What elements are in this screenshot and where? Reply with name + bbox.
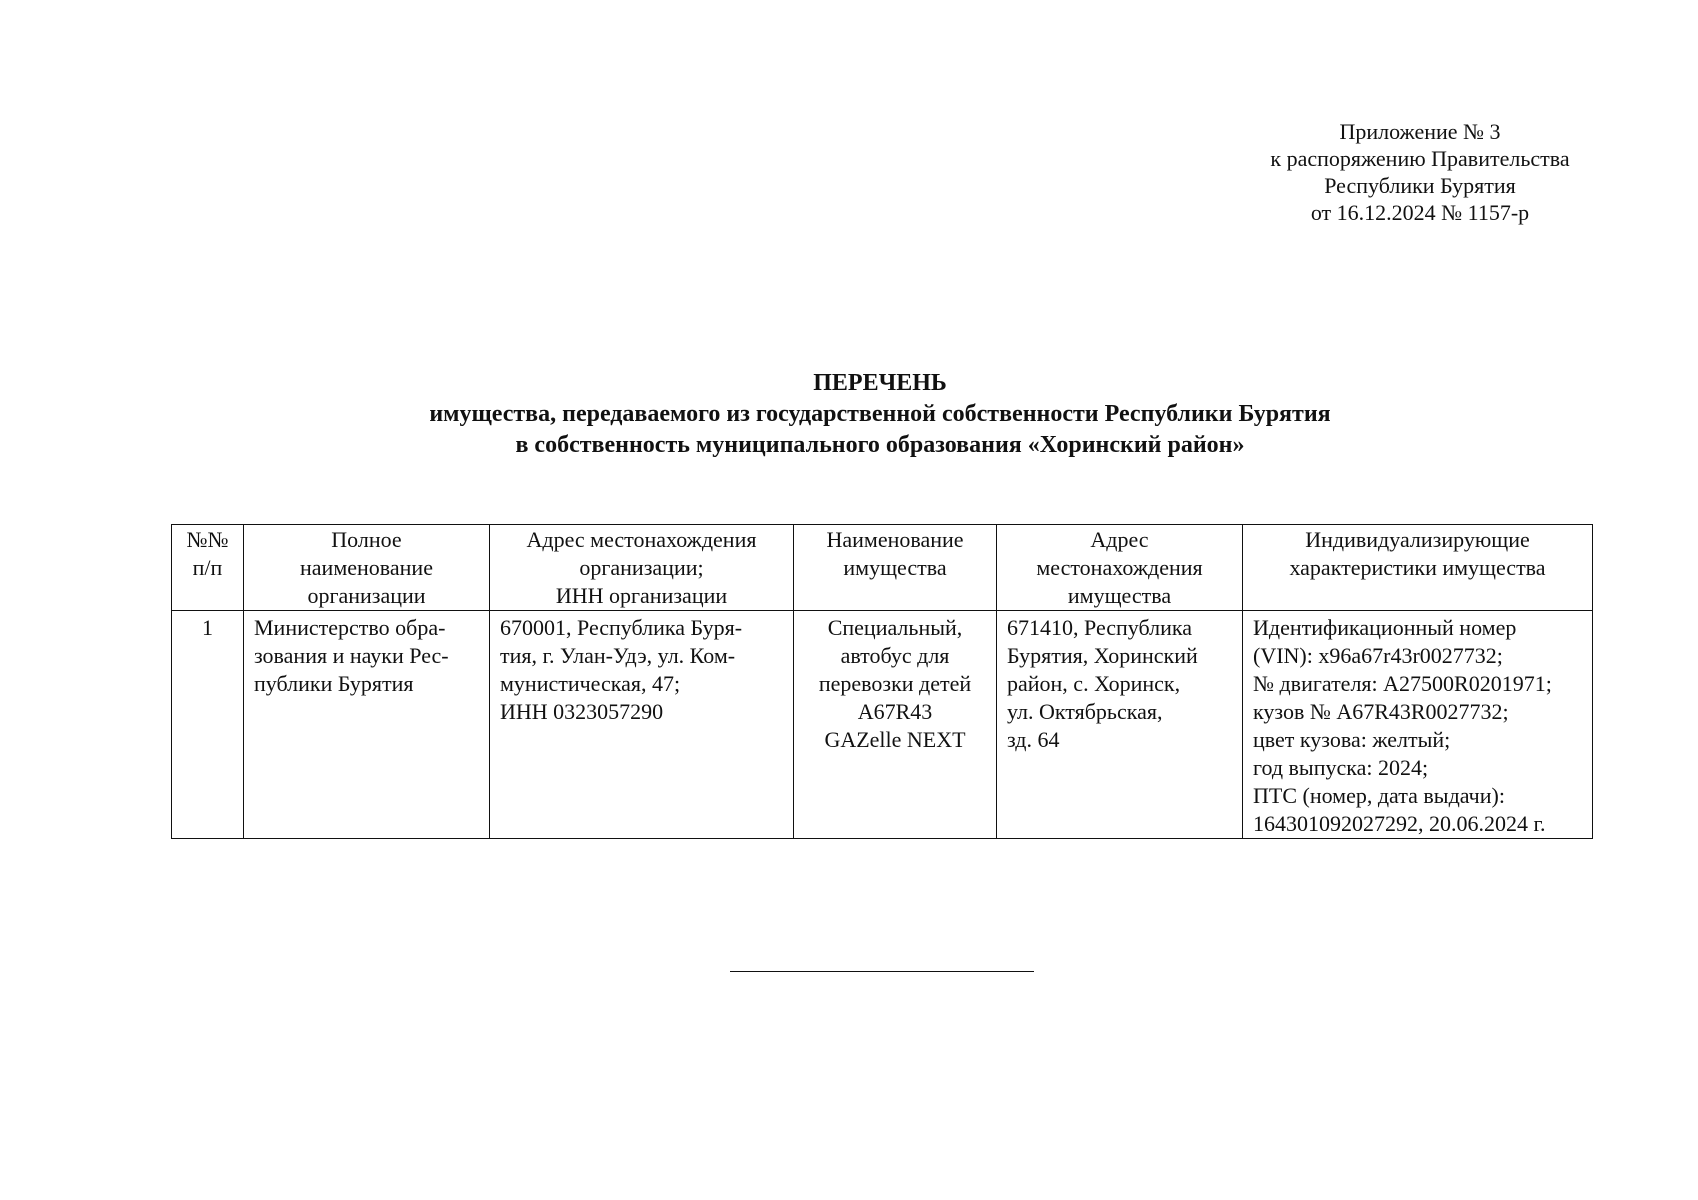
header-text: Полное: [331, 527, 402, 552]
cell-text: Министерство обра-: [254, 615, 446, 640]
cell-text: год выпуска: 2024;: [1253, 755, 1429, 780]
header-text: организации: [307, 583, 426, 608]
cell-text: № двигателя: A27500R0201971;: [1253, 671, 1552, 696]
appendix-reference: [1240, 118, 1600, 226]
cell-text: Идентификационный номер: [1253, 615, 1517, 640]
header-text: организации;: [579, 555, 704, 580]
appendix-line: от 16.12.2024 № 1157-р: [1310, 200, 1530, 225]
cell-text: Бурятия, Хоринский: [1007, 643, 1198, 668]
header-property-name: [794, 525, 997, 611]
header-text: характеристики имущества: [1289, 555, 1546, 580]
header-text: Адрес местонахождения: [526, 527, 757, 552]
cell-text: зования и науки Рес-: [254, 643, 449, 668]
cell-text: кузов № A67R43R0027732;: [1253, 699, 1509, 724]
document-title: [0, 368, 1698, 461]
cell-text: зд. 64: [1007, 727, 1060, 752]
cell-text: GAZelle NEXT: [824, 727, 966, 752]
cell-number: [172, 611, 244, 839]
table-row: [172, 611, 1593, 839]
cell-text: ИНН 0323057290: [500, 699, 664, 724]
header-organization-name: [244, 525, 490, 611]
cell-text: 164301092027292, 20.06.2024 г.: [1253, 811, 1546, 836]
header-number: [172, 525, 244, 611]
cell-text: 1: [202, 615, 213, 640]
cell-text: (VIN): x96a67r43r0027732;: [1253, 643, 1503, 668]
cell-property-name: [794, 611, 997, 839]
cell-text: ул. Октябрьская,: [1007, 699, 1163, 724]
title-heading: ПЕРЕЧЕНЬ: [813, 370, 947, 396]
closing-separator-line: [730, 971, 1034, 972]
cell-organization-address: [490, 611, 794, 839]
cell-text: цвет кузова: желтый;: [1253, 727, 1451, 752]
header-organization-address: [490, 525, 794, 611]
appendix-line: Приложение № 3: [1339, 119, 1501, 144]
header-text: п/п: [192, 555, 223, 580]
header-property-address: [997, 525, 1243, 611]
header-text: Наименование: [826, 527, 964, 552]
header-property-characteristics: [1243, 525, 1593, 611]
title-line-1: имущества, передаваемого из государственной собственности Республики Бурятия: [429, 401, 1331, 427]
header-text: Адрес: [1090, 527, 1149, 552]
header-text: наименование: [300, 555, 433, 580]
cell-text: ПТС (номер, дата выдачи):: [1253, 783, 1505, 808]
cell-text: район, с. Хоринск,: [1007, 671, 1181, 696]
header-text: №№: [186, 527, 229, 552]
appendix-line: к распоряжению Правительства: [1270, 146, 1570, 171]
cell-text: публики Бурятия: [254, 671, 414, 696]
cell-organization-name: [244, 611, 490, 839]
cell-text: 671410, Республика: [1007, 615, 1193, 640]
header-text: имущества: [1067, 583, 1172, 608]
title-line-2: в собственность муниципального образования «Хоринский район»: [515, 432, 1245, 458]
cell-text: автобус для: [840, 643, 950, 668]
property-table: [171, 524, 1593, 839]
cell-text: мунистическая, 47;: [500, 671, 681, 696]
header-text: местонахождения: [1036, 555, 1203, 580]
cell-property-address: [997, 611, 1243, 839]
header-text: имущества: [843, 555, 947, 580]
cell-text: тия, г. Улан-Удэ, ул. Ком-: [500, 643, 736, 668]
cell-text: Специальный,: [827, 615, 963, 640]
table-header-row: [172, 525, 1593, 611]
header-text: ИНН организации: [555, 583, 728, 608]
header-text: Индивидуализирующие: [1305, 527, 1530, 552]
cell-property-characteristics: [1243, 611, 1593, 839]
cell-text: 670001, Республика Буря-: [500, 615, 743, 640]
appendix-line: Республики Бурятия: [1324, 173, 1516, 198]
cell-text: перевозки детей: [818, 671, 972, 696]
cell-text: A67R43: [857, 699, 933, 724]
